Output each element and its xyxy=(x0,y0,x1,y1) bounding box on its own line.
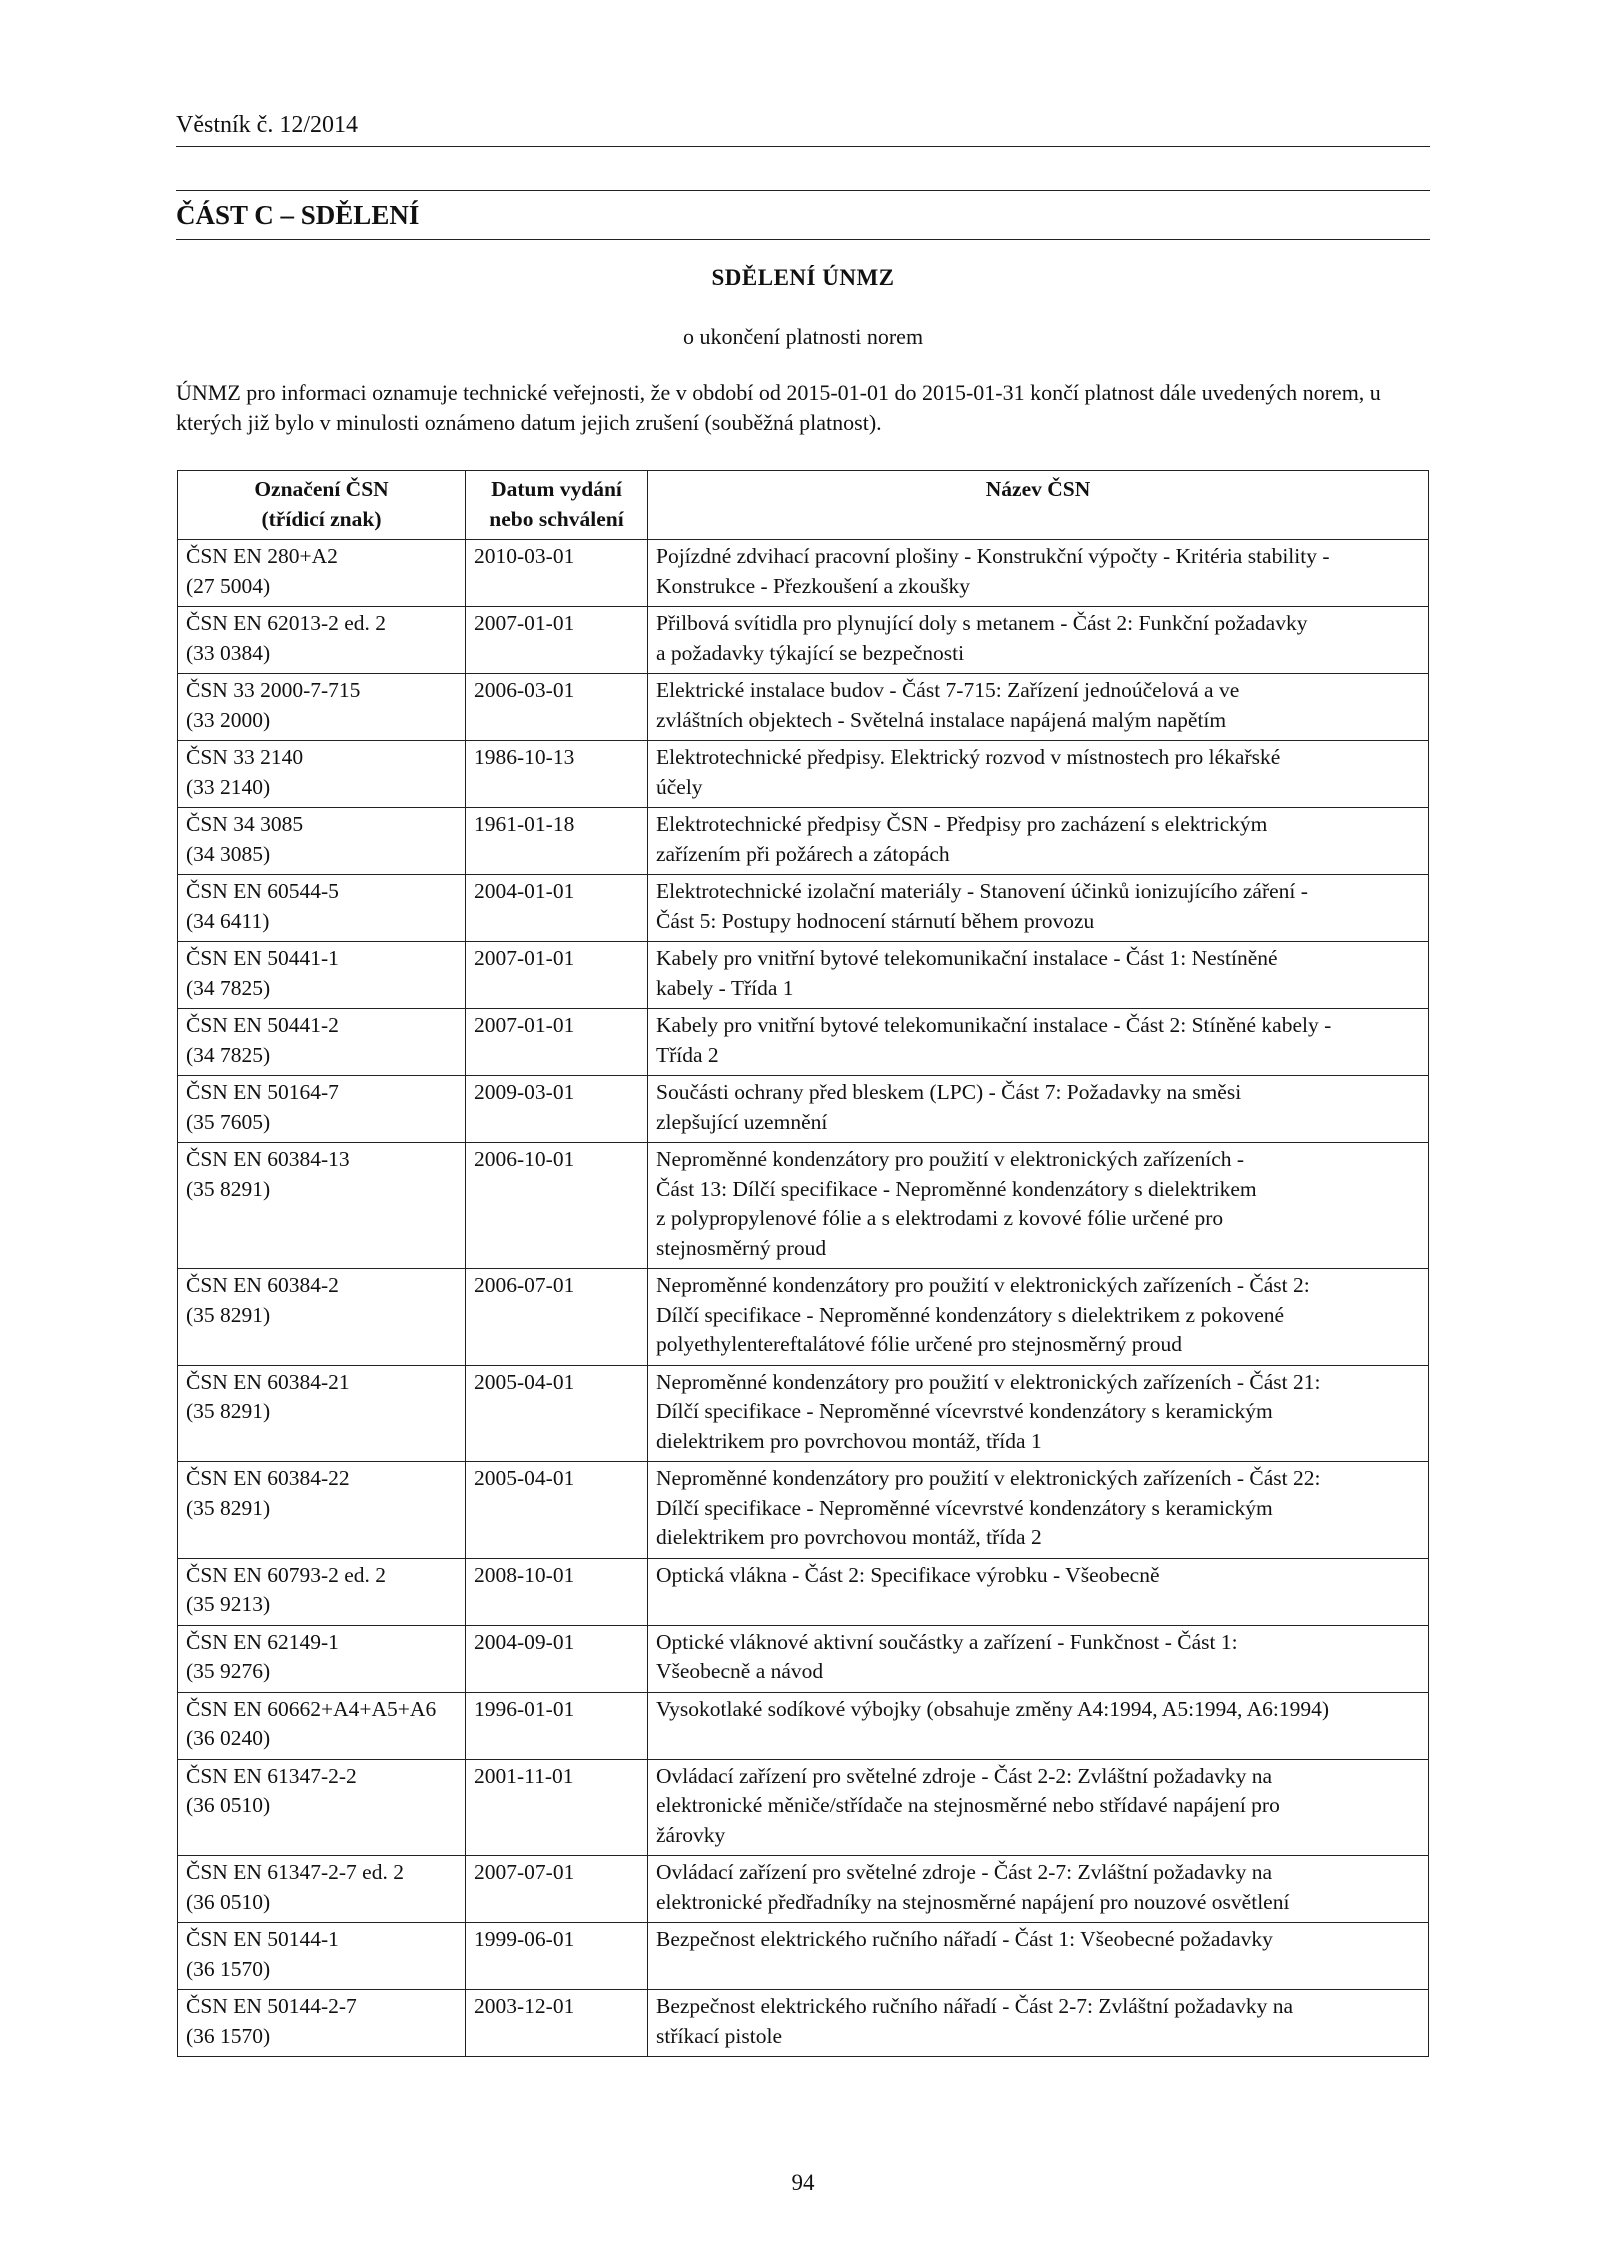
header-designation-line2: (třídicí znak) xyxy=(261,506,382,531)
designation-cell xyxy=(178,1009,466,1076)
standard-name-line: Elektrické instalace budov - Část 7-715: Zařízení jednoúčelová a ve xyxy=(656,678,1240,702)
standard-name-cell xyxy=(648,1856,1429,1923)
date-cell: 2001-11-01 xyxy=(466,1759,648,1856)
designation-cell xyxy=(178,1143,466,1269)
standard-name-line: zařízením při požárech a zátopách xyxy=(656,841,950,866)
table-row xyxy=(178,1462,1429,1559)
date-cell: 1999-06-01 xyxy=(466,1923,648,1990)
standard-name-line: a požadavky týkající se bezpečnosti xyxy=(656,640,965,665)
standard-code: ČSN 33 2140 xyxy=(186,745,304,769)
standard-name-cell xyxy=(648,1759,1429,1856)
date-cell: 1961-01-18 xyxy=(466,808,648,875)
date-cell: 2006-03-01 xyxy=(466,674,648,741)
standard-name-cell xyxy=(648,808,1429,875)
standard-name-line: Ovládací zařízení pro světelné zdroje - Část 2-7: Zvláštní požadavky na xyxy=(656,1860,1273,1884)
designation-cell xyxy=(178,1269,466,1366)
header-designation-line1: Označení ČSN xyxy=(254,477,389,501)
standard-name-line: elektronické předřadníky na stejnosměrné napájení pro nouzové osvětlení xyxy=(656,1889,1290,1914)
standard-name-line: Kabely pro vnitřní bytové telekomunikační instalace - Část 1: Nestíněné xyxy=(656,946,1278,970)
designation-cell xyxy=(178,1856,466,1923)
standard-name-cell xyxy=(648,1923,1429,1990)
header-date-line1: Datum vydání xyxy=(491,477,622,501)
standard-name-line: Neproměnné kondenzátory pro použití v elektronických zařízeních - Část 21: xyxy=(656,1369,1321,1394)
standard-name-cell xyxy=(648,1558,1429,1625)
section-rule-top xyxy=(176,190,1430,191)
standard-code: ČSN EN 60384-21 xyxy=(186,1369,350,1394)
standard-name-line: Bezpečnost elektrického ručního nářadí - Část 2-7: Zvláštní požadavky na xyxy=(656,1994,1294,2018)
table-row xyxy=(178,1076,1429,1143)
standard-name-line: Dílčí specifikace - Neproměnné vícevrstvé kondenzátory s keramickým xyxy=(656,1495,1273,1520)
date-cell: 2005-04-01 xyxy=(466,1365,648,1462)
standard-name-line: Ovládací zařízení pro světelné zdroje - Část 2-2: Zvláštní požadavky na xyxy=(656,1763,1273,1788)
intro-paragraph: ÚNMZ pro informaci oznamuje technické veřejnosti, že v období od 2015-01-01 do 2015-01-31 končí platnost dále uvedených norem, u kterých již bylo v minulosti oznámeno datum jejich zrušení (souběžná platnost). xyxy=(176,380,1381,435)
designation-cell xyxy=(178,875,466,942)
sort-code: (36 0510) xyxy=(186,1793,271,1817)
designation-cell xyxy=(178,741,466,808)
journal-header: Věstník č. 12/2014 xyxy=(176,112,358,138)
standard-name-cell xyxy=(648,1365,1429,1462)
date-cell: 2005-04-01 xyxy=(466,1462,648,1559)
standard-name-cell xyxy=(648,674,1429,741)
standard-name-cell xyxy=(648,1462,1429,1559)
document-title: SDĚLENÍ ÚNMZ xyxy=(711,265,895,290)
sort-code: (27 5004) xyxy=(186,573,271,598)
standard-code: ČSN 34 3085 xyxy=(186,812,304,836)
designation-cell xyxy=(178,1990,466,2057)
sort-code: (33 2000) xyxy=(186,707,271,732)
standard-name-line: stříkací pistole xyxy=(656,2023,782,2048)
table-row xyxy=(178,1625,1429,1692)
standard-code: ČSN EN 60384-13 xyxy=(186,1147,350,1171)
date-cell: 2003-12-01 xyxy=(466,1990,648,2057)
table-row xyxy=(178,1990,1429,2057)
table-body xyxy=(178,540,1429,2057)
standard-code: ČSN EN 50164-7 xyxy=(186,1080,339,1104)
table-row xyxy=(178,808,1429,875)
standard-name-line: Všeobecně a návod xyxy=(656,1659,824,1683)
designation-cell xyxy=(178,1558,466,1625)
standard-name-cell xyxy=(648,540,1429,607)
standard-code: ČSN EN 50144-1 xyxy=(186,1927,339,1951)
sort-code: (34 3085) xyxy=(186,841,271,866)
table-row xyxy=(178,1365,1429,1462)
standard-name-line: Optické vláknové aktivní součástky a zařízení - Funkčnost - Část 1: xyxy=(656,1629,1238,1654)
designation-cell xyxy=(178,1365,466,1462)
table-header-row xyxy=(178,471,1429,540)
date-cell: 2007-01-01 xyxy=(466,942,648,1009)
standard-code: ČSN EN 50144-2-7 xyxy=(186,1994,357,2018)
designation-cell xyxy=(178,1462,466,1559)
header-designation xyxy=(178,471,466,540)
standard-name-line: Kabely pro vnitřní bytové telekomunikační instalace - Část 2: Stíněné kabely - xyxy=(656,1013,1332,1037)
designation-cell xyxy=(178,1759,466,1856)
standard-name-line: elektronické měniče/střídače na stejnosměrné nebo střídavé napájení pro xyxy=(656,1793,1280,1817)
table-row xyxy=(178,1009,1429,1076)
standard-name-line: Bezpečnost elektrického ručního nářadí - Část 1: Všeobecné požadavky xyxy=(656,1927,1273,1951)
standard-name-line: Pojízdné zdvihací pracovní plošiny - Konstrukční výpočty - Kritéria stability - xyxy=(656,544,1330,568)
date-cell: 1996-01-01 xyxy=(466,1692,648,1759)
standard-name-cell xyxy=(648,1009,1429,1076)
date-cell: 2007-01-01 xyxy=(466,607,648,674)
designation-cell xyxy=(178,1076,466,1143)
standard-name-line: kabely - Třída 1 xyxy=(656,975,794,1000)
page-number: 94 xyxy=(791,2170,815,2195)
sort-code: (35 9276) xyxy=(186,1659,271,1683)
standard-code: ČSN EN 60662+A4+A5+A6 xyxy=(186,1696,437,1721)
header-rule xyxy=(176,146,1430,147)
table-row xyxy=(178,1143,1429,1269)
sort-code: (33 2140) xyxy=(186,774,271,799)
standard-name-line: Neproměnné kondenzátory pro použití v elektronických zařízeních - xyxy=(656,1147,1245,1171)
standard-name-line: Součásti ochrany před bleskem (LPC) - Část 7: Požadavky na směsi xyxy=(656,1080,1242,1104)
sort-code: (35 8291) xyxy=(186,1176,271,1201)
designation-cell xyxy=(178,607,466,674)
standard-name-line: polyethylentereftalátové fólie určené pro stejnosměrný proud xyxy=(656,1332,1182,1356)
date-cell: 2006-07-01 xyxy=(466,1269,648,1366)
standard-code: ČSN EN 60793-2 ed. 2 xyxy=(186,1562,387,1587)
date-cell: 2009-03-01 xyxy=(466,1076,648,1143)
standard-name-line: účely xyxy=(656,774,703,799)
designation-cell xyxy=(178,942,466,1009)
sort-code: (36 0240) xyxy=(186,1726,271,1750)
sort-code: (34 7825) xyxy=(186,975,271,1000)
standard-name-line: Konstrukce - Přezkoušení a zkoušky xyxy=(656,573,971,598)
standard-code: ČSN EN 62149-1 xyxy=(186,1629,339,1654)
table-row xyxy=(178,942,1429,1009)
table-row xyxy=(178,674,1429,741)
standard-name-line: Elektrotechnické předpisy. Elektrický rozvod v místnostech pro lékařské xyxy=(656,745,1281,769)
designation-cell xyxy=(178,1692,466,1759)
standard-code: ČSN EN 50441-1 xyxy=(186,946,339,970)
standard-code: ČSN EN 61347-2-2 xyxy=(186,1763,357,1788)
standard-name-line: dielektrikem pro povrchovou montáž, třída 2 xyxy=(656,1525,1042,1549)
sort-code: (35 7605) xyxy=(186,1109,271,1134)
standards-table xyxy=(177,470,1429,2057)
date-cell: 2007-01-01 xyxy=(466,1009,648,1076)
sort-code: (35 8291) xyxy=(186,1495,271,1520)
sort-code: (36 1570) xyxy=(186,2023,271,2048)
standard-name-line: Dílčí specifikace - Neproměnné vícevrstvé kondenzátory s keramickým xyxy=(656,1399,1273,1423)
table-row xyxy=(178,1759,1429,1856)
standard-name-line: žárovky xyxy=(656,1822,726,1847)
standard-name-cell xyxy=(648,607,1429,674)
sort-code: (35 9213) xyxy=(186,1592,271,1616)
table-row xyxy=(178,607,1429,674)
table-row xyxy=(178,1923,1429,1990)
standard-name-cell xyxy=(648,1625,1429,1692)
header-name-line1: Název ČSN xyxy=(985,477,1091,501)
date-cell: 2008-10-01 xyxy=(466,1558,648,1625)
standard-name-cell xyxy=(648,875,1429,942)
standard-code: ČSN EN 50441-2 xyxy=(186,1013,339,1037)
section-title: ČÁST C – SDĚLENÍ xyxy=(176,200,420,230)
header-date xyxy=(466,471,648,540)
standard-name-line: Optická vlákna - Část 2: Specifikace výrobku - Všeobecně xyxy=(656,1562,1160,1587)
standard-code: ČSN 33 2000-7-715 xyxy=(186,678,361,702)
date-cell: 2004-01-01 xyxy=(466,875,648,942)
standard-code: ČSN EN 280+A2 xyxy=(186,544,338,568)
date-cell: 2007-07-01 xyxy=(466,1856,648,1923)
standard-name-line: stejnosměrný proud xyxy=(656,1235,827,1260)
standard-name-line: Přilbová svítidla pro plynující doly s metanem - Část 2: Funkční požadavky xyxy=(656,611,1308,635)
standard-name-cell xyxy=(648,1692,1429,1759)
standard-code: ČSN EN 60384-2 xyxy=(186,1273,339,1297)
standard-name-cell xyxy=(648,1990,1429,2057)
section-rule-bottom xyxy=(176,239,1430,240)
standard-name-line: Dílčí specifikace - Neproměnné kondenzátory s dielektrikem z pokovené xyxy=(656,1302,1285,1327)
table-row xyxy=(178,1269,1429,1366)
standard-name-line: Elektrotechnické předpisy ČSN - Předpisy pro zacházení s elektrickým xyxy=(656,812,1268,836)
standard-name-line: dielektrikem pro povrchovou montáž, třída 1 xyxy=(656,1428,1042,1453)
standard-name-line: Elektrotechnické izolační materiály - Stanovení účinků ionizujícího záření - xyxy=(656,879,1308,903)
table-row xyxy=(178,1558,1429,1625)
standard-name-line: z polypropylenové fólie a s elektrodami z kovové fólie určené pro xyxy=(656,1206,1224,1230)
standard-name-cell xyxy=(648,1076,1429,1143)
standard-name-line: Neproměnné kondenzátory pro použití v elektronických zařízeních - Část 2: xyxy=(656,1273,1310,1297)
date-cell: 2010-03-01 xyxy=(466,540,648,607)
header-name xyxy=(648,471,1429,540)
standard-name-line: Neproměnné kondenzátory pro použití v elektronických zařízeních - Část 22: xyxy=(656,1466,1321,1490)
standard-name-line: Část 5: Postupy hodnocení stárnutí během provozu xyxy=(656,908,1095,933)
sort-code: (34 7825) xyxy=(186,1042,271,1067)
table-row xyxy=(178,540,1429,607)
designation-cell xyxy=(178,808,466,875)
table-row xyxy=(178,875,1429,942)
header-date-line2: nebo schválení xyxy=(489,506,624,531)
designation-cell xyxy=(178,1923,466,1990)
standard-name-cell xyxy=(648,741,1429,808)
standard-name-line: Vysokotlaké sodíkové výbojky (obsahuje změny A4:1994, A5:1994, A6:1994) xyxy=(656,1696,1330,1721)
standard-code: ČSN EN 62013-2 ed. 2 xyxy=(186,611,387,635)
date-cell: 2006-10-01 xyxy=(466,1143,648,1269)
standard-name-cell xyxy=(648,942,1429,1009)
standard-name-line: zvláštních objektech - Světelná instalace napájená malým napětím xyxy=(656,707,1227,732)
sort-code: (35 8291) xyxy=(186,1302,271,1327)
designation-cell xyxy=(178,540,466,607)
sort-code: (35 8291) xyxy=(186,1399,271,1423)
document-subtitle: o ukončení platnosti norem xyxy=(682,324,924,349)
standard-code: ČSN EN 61347-2-7 ed. 2 xyxy=(186,1860,404,1884)
standard-name-line: Třída 2 xyxy=(656,1042,719,1067)
sort-code: (34 6411) xyxy=(186,908,270,933)
designation-cell xyxy=(178,674,466,741)
table-row xyxy=(178,1692,1429,1759)
standard-code: ČSN EN 60384-22 xyxy=(186,1466,350,1490)
date-cell: 2004-09-01 xyxy=(466,1625,648,1692)
table-row xyxy=(178,1856,1429,1923)
standard-name-line: zlepšující uzemnění xyxy=(656,1109,828,1134)
sort-code: (36 0510) xyxy=(186,1889,271,1914)
date-cell: 1986-10-13 xyxy=(466,741,648,808)
standard-code: ČSN EN 60544-5 xyxy=(186,879,339,903)
sort-code: (33 0384) xyxy=(186,640,271,665)
sort-code: (36 1570) xyxy=(186,1956,271,1981)
standard-name-cell xyxy=(648,1269,1429,1366)
standard-name-line: Část 13: Dílčí specifikace - Neproměnné kondenzátory s dielektrikem xyxy=(656,1176,1257,1201)
designation-cell xyxy=(178,1625,466,1692)
standard-name-cell xyxy=(648,1143,1429,1269)
table-row xyxy=(178,741,1429,808)
